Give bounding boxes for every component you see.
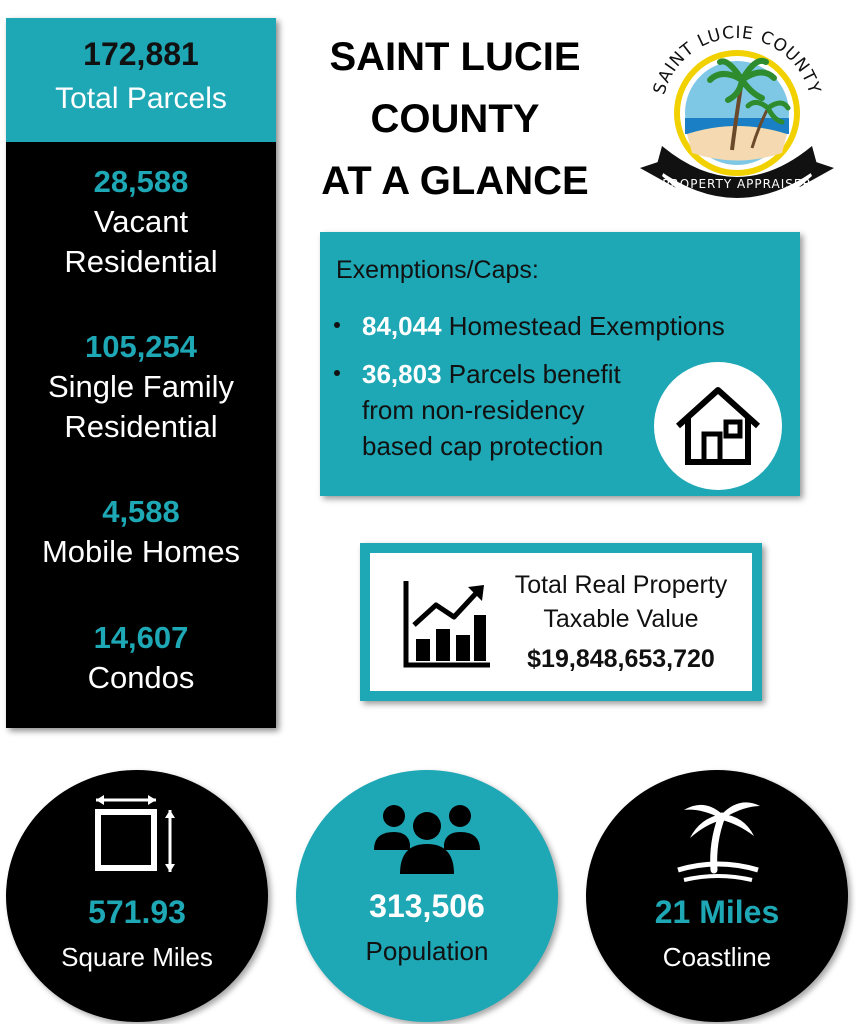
stat-value: 105,254 xyxy=(84,329,198,364)
stat-value: 4,588 xyxy=(102,494,180,529)
bullet-dot xyxy=(334,322,340,328)
homestead-value: 84,044 xyxy=(362,311,442,341)
stat-single-family xyxy=(6,327,276,447)
coastline-label: Coastline xyxy=(662,942,772,972)
parcel-stats-panel xyxy=(6,18,276,728)
square-miles-value: 571.93 xyxy=(88,894,186,930)
exemptions-panel xyxy=(320,232,800,496)
taxable-value: $19,848,653,720 xyxy=(527,645,715,673)
stat-label: Residential xyxy=(64,409,218,444)
cap-line: based cap protection xyxy=(362,431,604,461)
square-miles-circle xyxy=(6,770,268,1022)
cap-value: 36,803 xyxy=(362,359,442,389)
coastline-circle xyxy=(586,770,848,1022)
stat-label: Mobile Homes xyxy=(41,534,241,569)
stat-vacant-residential xyxy=(6,162,276,282)
logo-top-text: SAINT LUCIE COUNTY xyxy=(649,22,825,97)
cap-line: Parcels benefit xyxy=(448,359,621,389)
population-label: Population xyxy=(365,936,489,966)
bullet-text xyxy=(362,308,725,344)
title-line: COUNTY xyxy=(370,97,540,141)
palm-tree-icon xyxy=(670,792,766,884)
logo-ribbon-text: PROPERTY APPRAISER xyxy=(662,177,812,191)
taxable-line1: Total Real Property xyxy=(514,571,728,599)
bullet-dot xyxy=(334,370,340,376)
stat-value: 14,607 xyxy=(93,620,189,655)
stat-label: Vacant xyxy=(93,204,189,239)
stat-mobile-homes xyxy=(6,492,276,572)
stat-label: Residential xyxy=(64,244,218,279)
title-line: AT A GLANCE xyxy=(321,159,589,203)
cap-line: from non-residency xyxy=(362,395,585,425)
stat-value: 28,588 xyxy=(93,164,189,199)
population-value: 313,506 xyxy=(369,888,485,924)
stat-condos xyxy=(6,618,276,698)
area-icon xyxy=(92,792,184,882)
taxable-value-panel xyxy=(360,543,762,701)
total-parcels-block xyxy=(6,18,276,142)
growth-chart-icon xyxy=(400,575,492,671)
exemptions-heading: Exemptions/Caps: xyxy=(336,256,539,284)
page-title xyxy=(300,26,610,212)
property-appraiser-logo xyxy=(632,18,842,218)
total-parcels-label: Total Parcels xyxy=(55,82,227,115)
stat-label: Condos xyxy=(87,660,195,695)
population-circle xyxy=(296,770,558,1022)
total-parcels-value: 172,881 xyxy=(83,36,199,72)
bullet-text xyxy=(362,356,672,464)
people-icon xyxy=(372,800,482,876)
house-icon xyxy=(654,362,782,490)
taxable-line2: Taxable Value xyxy=(543,605,699,633)
homestead-label: Homestead Exemptions xyxy=(448,311,725,341)
stat-label: Single Family xyxy=(47,369,235,404)
title-line: SAINT LUCIE xyxy=(329,35,581,79)
cap-bullet xyxy=(334,356,664,466)
coastline-value: 21 Miles xyxy=(654,894,780,930)
homestead-bullet xyxy=(334,308,794,344)
square-miles-label: Square Miles xyxy=(61,942,213,972)
taxable-value-inner xyxy=(370,553,752,691)
